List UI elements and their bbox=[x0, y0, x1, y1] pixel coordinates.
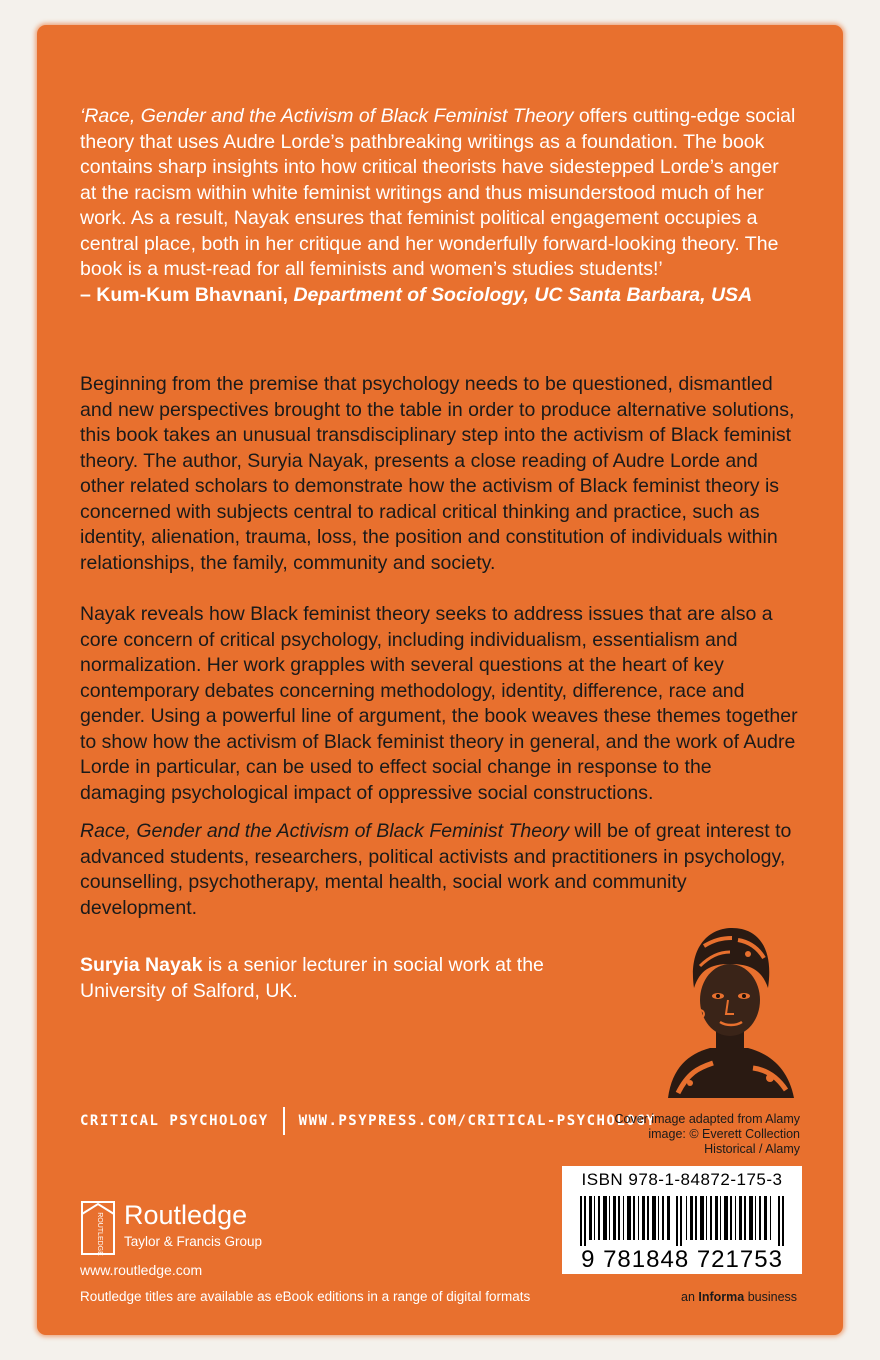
ebook-note: Routledge titles are available as eBook editions in a range of digital formats bbox=[80, 1289, 531, 1304]
portrait-illustration bbox=[658, 918, 800, 1098]
description-paragraph-3 bbox=[80, 819, 800, 921]
endorsement-quote bbox=[80, 104, 800, 283]
publisher-website[interactable]: www.routledge.com bbox=[80, 1262, 203, 1278]
publisher-name: Routledge bbox=[124, 1200, 248, 1230]
barcode-number: 9 781848 721753 bbox=[581, 1246, 783, 1273]
description-book-title: Race, Gender and the Activism of Black Feminist Theory bbox=[80, 820, 570, 842]
publisher-group: Taylor & Francis Group bbox=[124, 1234, 263, 1249]
isbn-label: ISBN 978-1-84872-175-3 bbox=[581, 1170, 783, 1189]
description-paragraph-2: Nayak reveals how Black feminist theory seeks to address issues that are also a core concern of critical psychology, including individualism, essentialism and normalization. Her work grapples with several questions at the heart of key contemporary debates concerning methodology, identity, difference, race and gender. Using a powerful line of argument, the book weaves these themes together to show how the activism of Black feminist theory in general, and the work of Audre Lorde in particular, can be used to effect social change in response to the damaging psychological impact of oppressive social constructions. bbox=[80, 603, 798, 804]
informa-brand: Informa bbox=[698, 1290, 745, 1304]
series-url[interactable]: WWW.PSYPRESS.COM/CRITICAL-PSYCHOLOGY bbox=[298, 1113, 657, 1129]
attribution-department: Department of Sociology, UC Santa Barbara, USA bbox=[293, 284, 753, 306]
informa-prefix: an bbox=[681, 1290, 699, 1304]
author-bio-text: is a senior lecturer in social work at the University of Salford, UK. bbox=[80, 954, 544, 1002]
series-divider bbox=[283, 1107, 285, 1135]
series-name: CRITICAL PSYCHOLOGY bbox=[80, 1113, 269, 1129]
quote-attribution bbox=[80, 283, 800, 309]
author-bio bbox=[80, 953, 620, 1004]
routledge-logo-icon bbox=[80, 1200, 116, 1256]
publisher-logo bbox=[80, 1200, 280, 1260]
attribution-name: – Kum-Kum Bhavnani, bbox=[80, 284, 294, 306]
isbn-barcode bbox=[562, 1166, 802, 1274]
description-paragraph-1: Beginning from the premise that psychology needs to be questioned, dismantled and new perspectives brought to the table in order to produce alternative solutions, this book takes an unusual transdisciplinary step into the activism of Black feminist theory. The author, Suryia Nayak, presents a close reading of Audre Lorde and other related scholars to demonstrate how the activism of Black feminist theory is concerned with subjects central to radical critical thinking and practice, such as identity, alienation, trauma, loss, the position and constitution of individuals within relationships, the family, community and society. bbox=[80, 373, 795, 574]
barcode-bars bbox=[580, 1196, 784, 1246]
description-p3-text: will be of great interest to advanced students, researchers, political activists and practitioners in psychology, counselling, psychotherapy, mental health, social work and community development. bbox=[80, 820, 792, 919]
quote-book-title: ‘Race, Gender and the Activism of Black Feminist Theory bbox=[80, 105, 574, 127]
cover-portrait-image bbox=[658, 918, 800, 1098]
author-name: Suryia Nayak bbox=[80, 954, 203, 976]
quote-text: offers cutting-edge social theory that uses Audre Lorde’s pathbreaking writings as a foundation. The book contains sharp insights into how critical theorists have sidestepped Lorde’s anger at the racism within white feminist writings and thus misunderstood much of her work. As a result, Nayak ensures that feminist political engagement occupies a central place, both in her critique and her wonderfully forward-looking theory. The book is a must-read for all feminists and women’s studies students!’ bbox=[80, 105, 796, 280]
logo-mark-text: ROUTLEDGE bbox=[96, 1212, 103, 1256]
cover-image-credit: Cover image adapted from Alamy image: © Everett Collection Historical / Alamy bbox=[614, 1112, 800, 1156]
informa-suffix: business bbox=[744, 1290, 798, 1304]
informa-business-tag bbox=[681, 1290, 797, 1304]
series-info bbox=[80, 1106, 656, 1136]
